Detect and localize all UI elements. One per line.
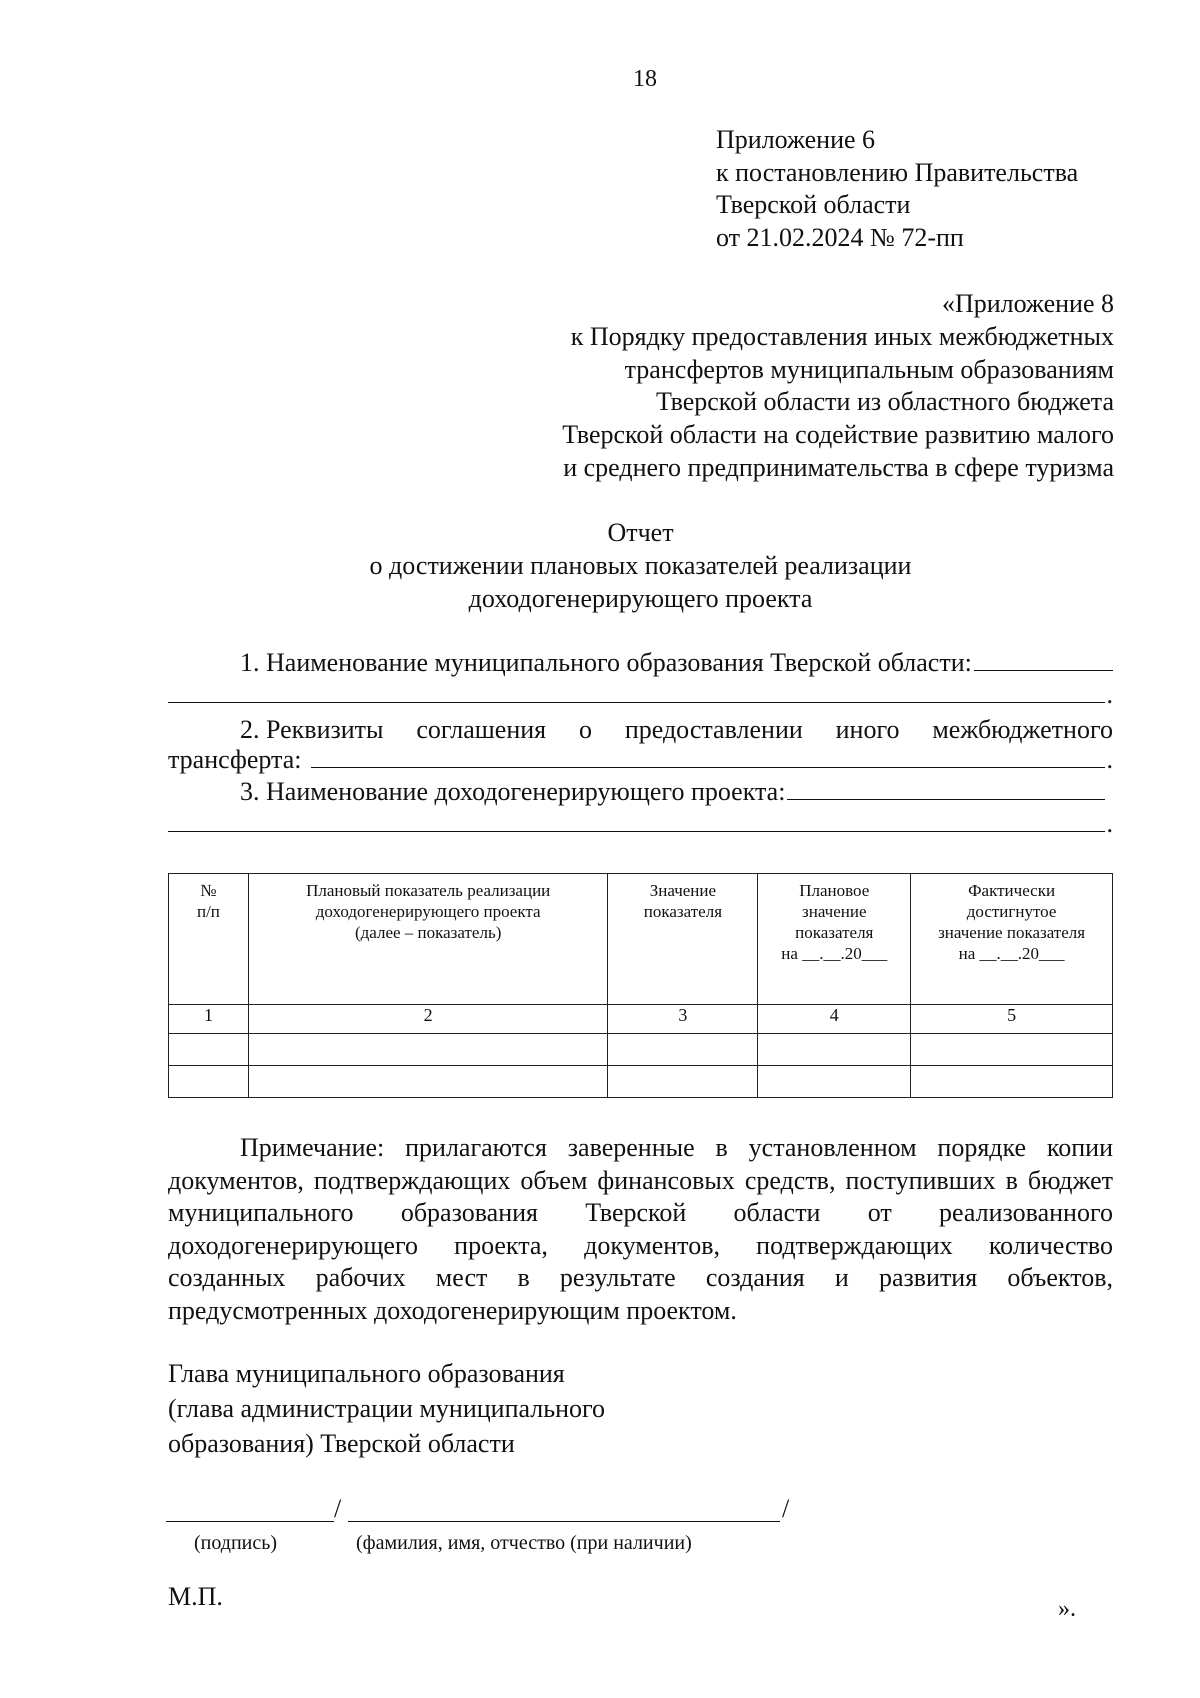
table-row [169, 1066, 1113, 1098]
report-title-line: о достижении плановых показателей реализации [369, 551, 912, 580]
signature-caption: (подпись) [194, 1532, 278, 1554]
table-header-planned: Плановое значение показателя на __.__.20___ [758, 874, 911, 1005]
field-agreement-word: межбюджетного [932, 715, 1113, 744]
field-project-name-blank[interactable] [787, 777, 1105, 800]
field-municipality [168, 648, 1113, 678]
name-caption: (фамилия, имя, отчество (при наличии) [356, 1532, 692, 1554]
period: . [1106, 809, 1113, 838]
field-agreement-word: соглашения [416, 715, 547, 744]
signatory-title [168, 1356, 605, 1461]
appendix-6-line: от 21.02.2024 № 72-пп [716, 222, 964, 252]
report-title-line: доходогенерирующего проекта [468, 584, 813, 613]
table-row [169, 1034, 1113, 1066]
period: . [1106, 680, 1113, 709]
table-cell: 1 [169, 1005, 249, 1034]
field-agreement-word: о [578, 715, 592, 744]
appendix-6-header [716, 124, 1078, 254]
table-cell: 2 [248, 1005, 608, 1034]
signature-line[interactable] [166, 1521, 334, 1522]
name-line[interactable] [348, 1521, 780, 1522]
report-title-line: Отчет [607, 518, 674, 547]
appendix-8-line: к Порядку предоставления иных межбюджетных [570, 321, 1114, 351]
field-municipality-continuation [168, 680, 1113, 710]
table-cell: 3 [608, 1005, 758, 1034]
field-agreement-word: предоставлении [624, 715, 803, 744]
field-project-name-label: 3. Наименование доходогенерирующего проекта: [240, 777, 786, 806]
appendix-6-line: Приложение 6 [716, 125, 876, 154]
table-header-actual: Фактически достигнутое значение показателя на __.__.20___ [911, 874, 1113, 1005]
field-agreement-word: 2. Реквизиты [240, 715, 384, 744]
note-paragraph: Примечание: прилагаются заверенные в установленном порядке копии документов, подтверждающих объем финансовых средств, поступивших в бюджет муниципального образования Тверской области от реализованного доходогенерирующего проекта, документов, подтверждающих количество созданных рабочих мест в результате создания и развития объектов, предусмотренных доходогенерирующим проектом. [168, 1133, 1113, 1325]
field-agreement-word: иного [835, 715, 900, 744]
appendix-8-line: «Приложение 8 [941, 289, 1114, 318]
signatory-title-line: образования) Тверской области [168, 1429, 515, 1458]
field-agreement [168, 715, 1113, 745]
appendix-8-line: Тверской области из областного бюджета [656, 387, 1114, 417]
table-cell[interactable] [248, 1066, 608, 1098]
appendix-8-line: Тверской области на содействие развитию малого [562, 420, 1114, 450]
table-cell[interactable] [608, 1034, 758, 1066]
appendix-8-line: и среднего предпринимательства в сфере туризма [563, 452, 1114, 482]
table-cell: 4 [758, 1005, 911, 1034]
table-cell[interactable] [169, 1066, 249, 1098]
field-project-name-blank-2[interactable] [168, 809, 1105, 832]
name-slash: / [782, 1494, 790, 1523]
appendix-8-header [562, 288, 1114, 485]
closing-quote: ». [1058, 1596, 1076, 1622]
table-cell[interactable] [608, 1066, 758, 1098]
table-header-value: Значение показателя [608, 874, 758, 1005]
field-municipality-blank[interactable] [974, 648, 1113, 671]
field-agreement-blank[interactable] [311, 745, 1104, 768]
report-title [168, 516, 1113, 615]
table-header-number: № п/п [169, 874, 249, 1005]
field-project-name-continuation [168, 809, 1113, 839]
table-cell[interactable] [248, 1034, 608, 1066]
table-row [169, 1005, 1113, 1034]
field-municipality-label: 1. Наименование муниципального образования Тверской области: [240, 648, 972, 677]
signatory-title-line: (глава администрации муниципального [168, 1394, 606, 1423]
appendix-8-line: трансфертов муниципальным образованиям [624, 354, 1114, 384]
table-cell[interactable] [911, 1066, 1113, 1098]
table-cell[interactable] [758, 1066, 911, 1098]
field-agreement-label: трансферта: [168, 745, 302, 774]
table-cell: 5 [911, 1005, 1113, 1034]
appendix-6-line: Тверской области [716, 190, 911, 219]
field-municipality-blank-2[interactable] [168, 680, 1105, 703]
table-cell[interactable] [169, 1034, 249, 1066]
appendix-6-line: к постановлению Правительства [716, 157, 1079, 187]
indicators-table [168, 873, 1113, 1098]
period: . [1106, 745, 1113, 774]
page-number: 18 [633, 66, 657, 92]
field-project-name [168, 777, 1113, 807]
field-agreement-continuation [168, 745, 1113, 775]
stamp-place: М.П. [168, 1582, 223, 1611]
table-header-row [169, 874, 1113, 1005]
table-header-indicator: Плановый показатель реализации доходогенерирующего проекта (далее – показатель) [248, 874, 608, 1005]
table-cell[interactable] [911, 1034, 1113, 1066]
signatory-title-line: Глава муниципального образования [168, 1359, 565, 1388]
table-cell[interactable] [758, 1034, 911, 1066]
signature-slash: / [334, 1494, 342, 1523]
